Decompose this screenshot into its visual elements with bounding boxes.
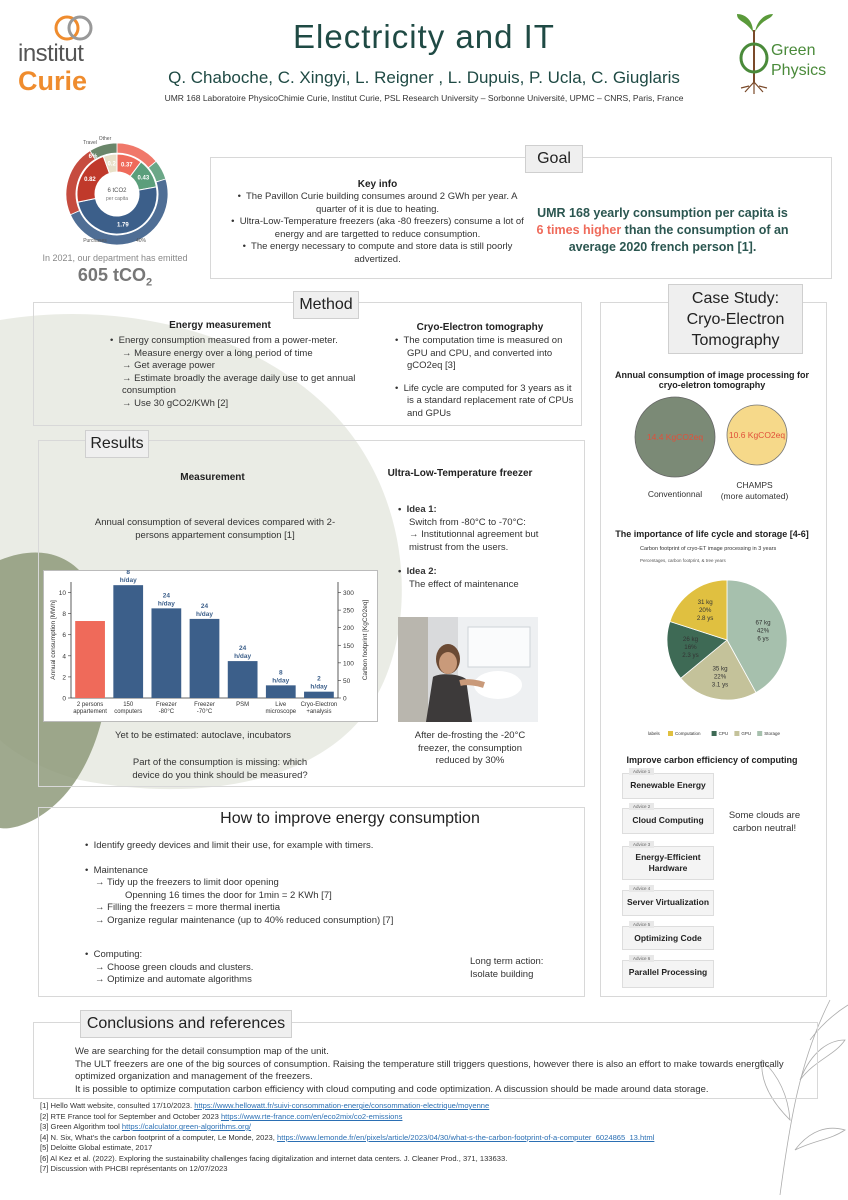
y-tick-label: 8: [62, 611, 66, 619]
improve-item-1: • Identify greedy devices and limit their use, for example with timers.: [85, 840, 374, 851]
pie-legend-label: CPU: [718, 731, 729, 736]
cryo-method-text: • The computation time is measured on GPU and CPU, and converted into gCO2eq [3] • Life cycle are computed for 3 years as it is a standard replacement rate of CPUs and GPUs: [395, 335, 574, 419]
key-info-1: • The Pavillon Curie building consumes around 2 GWh per year. A quarter of it is due to heating.: [237, 191, 518, 215]
bar-label: 2: [317, 675, 321, 683]
advice-number: Advice 6: [629, 955, 654, 962]
y-tick-label: 2: [62, 674, 66, 682]
emissions-total: [30, 265, 200, 289]
missing-consumption: Part of the consumption is missing: which device do you think should be measured?: [132, 757, 308, 781]
advice-card: [622, 922, 714, 950]
bar: [190, 619, 220, 698]
donut-segment-label: 0.37: [120, 162, 133, 169]
emissions-total-sub: 2: [145, 276, 153, 289]
pie-legend-label: GPU: [741, 731, 752, 736]
poster-title: Electricity and IT: [293, 18, 555, 55]
reference-item: [2] RTE France tool for September and October 2023 https://www.rte-france.com/en/eco2mix/co2-emissions: [40, 1111, 403, 1121]
x-tick-label: 150: [123, 702, 134, 708]
donut-outer-label: Other: [98, 136, 112, 142]
y-right-tick-label: 50: [343, 677, 351, 685]
improve-computing: • Computing:: [85, 949, 143, 960]
bar: [304, 692, 334, 698]
pie-label: 20%: [698, 606, 712, 614]
key-info-2: • Ultra-Low-Temperature freezers (aka -80 freezers) consume a lot of energy and are targetted to reduce consumption.: [231, 216, 524, 240]
pie-label: 35 kg: [712, 665, 728, 673]
donut-center-caption: per capita: [106, 196, 128, 202]
advice-card: [622, 842, 714, 880]
consumption-bar-chart: [43, 570, 378, 722]
advice-card: [622, 769, 714, 799]
pie-label: 3.1 ys: [711, 681, 729, 689]
pie-legend-swatch: [757, 731, 762, 736]
reference-link[interactable]: https://www.lemonde.fr/en/pixels/article/2023/04/30/what-s-the-carbon-footprint-of-a-computer_6024865_13.html: [277, 1132, 655, 1142]
pie-label: 67 kg: [755, 619, 771, 627]
donut-pct-label: 6%: [88, 154, 98, 160]
bar-label: 8: [278, 669, 283, 677]
pie-subtitle: Percentages, carbon footprint, & tree years: [640, 558, 726, 563]
clouds-note: Some clouds are carbon neutral!: [728, 810, 801, 834]
ult-freezer-title: Ultra-Low-Temperature freezer: [387, 468, 533, 479]
x-tick-label: 2 persons: [76, 702, 104, 708]
bar: [151, 608, 181, 698]
photo-caption: After de-frosting the -20°C freezer, the consumption reduced by 30%: [414, 730, 526, 766]
bar: [228, 661, 258, 698]
freezer-photo: [398, 617, 538, 722]
advice-label: Cloud Computing: [632, 815, 704, 825]
y-right-tick-label: 100: [343, 660, 354, 668]
reference-item: [7] Discussion with PHCBI représentants on 12/07/2023: [40, 1164, 228, 1173]
goal-highlight: 6 times higher: [536, 223, 622, 237]
advice-label: Parallel Processing: [628, 967, 708, 977]
reference-item: [1] Hello Watt website, consulted 17/10/2023. https://www.hellowatt.fr/suivi-consommation-energie/consommation-electrique/moyenne: [40, 1101, 490, 1110]
green-physics-logo: [735, 12, 840, 94]
goal-heading: Goal: [525, 145, 583, 173]
y-tick-label: 10: [58, 590, 66, 598]
logo-institut-text: institut: [18, 40, 84, 67]
x-tick-label: microscope: [265, 709, 297, 715]
pie-label: 2.3 ys: [682, 651, 699, 659]
advice-card: [622, 956, 714, 988]
pie-label: 2.8 ys: [696, 614, 714, 622]
lifecycle-pie-chart: [640, 568, 820, 743]
lifecycle-title: The importance of life cycle and storage [4-6]: [615, 529, 809, 539]
pie-legend-swatch: [712, 731, 717, 736]
bar-label: h/day: [119, 577, 137, 585]
y-right-tick-label: 0: [343, 695, 347, 703]
advice-number: Advice 2: [629, 803, 654, 810]
institut-curie-logo: [18, 14, 108, 94]
circle2-label: CHAMPS (more automated): [720, 480, 789, 501]
reference-item: [5] Deloitte Global estimate, 2017: [40, 1143, 153, 1152]
reference-item: [3] Green Algorithm tool https://calculator.green-algorithms.org/: [40, 1122, 252, 1131]
key-info-list: [230, 191, 525, 266]
donut-outer-label: Purchases: [83, 238, 107, 244]
conclusions-heading: Conclusions and references: [80, 1010, 292, 1038]
reference-link[interactable]: https://www.hellowatt.fr/suivi-consommation-energie/consommation-electrique/moyenne: [194, 1101, 490, 1110]
references-list: [40, 1101, 800, 1175]
energy-measurement-title: Energy measurement: [169, 320, 271, 331]
case-study-heading: Case Study: Cryo-Electron Tomography: [668, 284, 803, 354]
logo-physics-text: Physics: [771, 62, 827, 79]
curie-rings-icon: [52, 14, 96, 42]
advice-number: Advice 4: [629, 885, 654, 892]
x-tick-label: Live: [275, 702, 287, 708]
pie-title: Carbon footprint of cryo-ET image processing in 3 years: [640, 546, 777, 552]
bar-label: h/day: [157, 600, 175, 608]
bar-label: h/day: [310, 683, 328, 691]
goal-statement: UMR 168 yearly consumption per capita is 6 times higher than the consumption of an average 2020 french person [1].: [536, 206, 789, 254]
y-right-tick-label: 200: [343, 625, 354, 633]
pie-legend-label: Storage: [764, 731, 780, 736]
measurement-text: Annual consumption of several devices compared with 2-persons appartement consumption [1]: [94, 517, 336, 541]
advice-card: [622, 804, 714, 834]
energy-measurement-text: • Energy consumption measured from a power-meter. → Measure energy over a long period of time → Get average power → Estimate broadly the average daily use to get annual consumption → Use 30 gCO2/KWh [2]: [110, 335, 356, 409]
donut-outer-label: 40%: [135, 238, 147, 244]
cryo-method-title: Cryo-Electron tomography: [416, 322, 544, 333]
advice-label: Energy-Efficient Hardware: [635, 852, 701, 873]
conclusions-text: We are searching for the detail consumption map of the unit. The ULT freezers are one of the big sources of consumption. Raising the temperature still triggers questions, however there is also an effort to make towards energtically optimized organization and management of the freezers. It is possible to optimize computation carbon efficiency with cloud computing and code optimization. A discussion should be made around data storage.: [75, 1046, 784, 1095]
x-tick-label: Freezer: [156, 702, 177, 708]
advice-label: Optimizing Code: [634, 933, 702, 943]
key-info-3: • The energy necessary to compute and store data is still poorly advertized.: [242, 241, 513, 265]
y-axis-right-label: Carbon footprint [KgCO2eq]: [362, 599, 369, 681]
long-term-action: Long term action: Isolate building: [470, 956, 544, 980]
idea1-title: • Idea 1:: [398, 504, 437, 515]
poster-authors: Q. Chaboche, C. Xingyi, L. Reigner , L. Dupuis, P. Ucla, C. Giuglaris: [168, 68, 680, 87]
y-tick-label: 6: [62, 632, 66, 640]
pie-label: 26 kg: [682, 635, 699, 643]
x-tick-label: Freezer: [194, 702, 215, 708]
reference-item: [4] N. Six, What's the carbon footprint of a computer, Le Monde, 2023, https://www.lemonde.fr/en/pixels/article/2023/04/30/what-s-the-carbon-footprint-of-a-computer_6024865_13.html: [40, 1132, 655, 1142]
bar: [266, 685, 296, 698]
bar-label: 24: [200, 602, 209, 610]
method-heading: Method: [293, 291, 359, 319]
y-tick-label: 0: [62, 695, 66, 703]
advice-number: Advice 1: [629, 768, 654, 775]
logo-curie-text: Curie: [18, 66, 88, 96]
donut-segment-label: 0.82: [84, 176, 96, 183]
idea2-title: • Idea 2:: [398, 566, 437, 577]
circle1-label: Conventionnal: [647, 489, 703, 499]
emissions-caption: In 2021, our department has emitted: [42, 253, 188, 263]
pie-legend-label: Computation: [675, 731, 701, 736]
bar-label: h/day: [272, 677, 290, 685]
y-right-tick-label: 250: [343, 607, 354, 615]
bar-label: 24: [162, 592, 170, 600]
donut-segment-label: 1.79: [117, 222, 129, 229]
results-heading: Results: [85, 430, 149, 458]
y-axis-label: Annual consumption [MWh]: [50, 600, 57, 680]
reference-item: [6] Al Kez et al. (2022). Exploring the sustainability challenges facing digitalization and internet data centers. J. Cleaner Prod., 371, 133633.: [40, 1153, 508, 1163]
advice-number: Advice 5: [629, 921, 654, 928]
pie-legend-title: labels: [648, 731, 660, 736]
logo-green-text: Green: [771, 42, 816, 59]
bar-label: 24: [239, 645, 247, 653]
y-right-tick-label: 150: [343, 642, 354, 650]
x-tick-label: computers: [114, 709, 143, 715]
bar-label: 8: [126, 570, 131, 577]
x-tick-label: +analysis: [306, 709, 332, 715]
circle1-value: 14.4 KgCO2eq: [646, 432, 704, 442]
donut-outer-label: Travel: [83, 140, 97, 146]
x-tick-label: appartement: [73, 709, 107, 715]
measurement-title: Measurement: [180, 472, 245, 483]
emissions-donut-chart: [55, 130, 175, 255]
advice-card: [622, 886, 714, 916]
pie-label: 6 ys: [757, 635, 769, 643]
poster-affiliation: UMR 168 Laboratoire PhysicoChimie Curie, Institut Curie, PSL Research University – Sorbonne Université, UPMC – CNRS, Paris, France: [164, 93, 684, 103]
plant-phi-icon: [735, 12, 775, 94]
yet-to-be-estimated: Yet to be estimated: autoclave, incubators: [115, 730, 292, 741]
improve-heading: How to improve energy consumption: [220, 810, 480, 827]
x-tick-label: -70°C: [196, 709, 213, 715]
donut-segment-label: 0.43: [137, 175, 150, 182]
advice-label: Server Virtualization: [626, 897, 710, 907]
key-info-title: Key info: [357, 179, 398, 190]
y-right-tick-label: 300: [343, 590, 354, 598]
x-tick-label: PSM: [236, 702, 250, 708]
annual-cryo-title: Annual consumption of image processing for cryo-eletron tomography: [614, 370, 809, 390]
reference-link[interactable]: https://www.rte-france.com/en/eco2mix/co2-emissions: [220, 1111, 403, 1121]
pie-legend-swatch: [734, 731, 739, 736]
donut-segment-label: 0.2: [107, 161, 116, 168]
pie-label: 31 kg: [697, 598, 713, 606]
advice-number: Advice 3: [629, 841, 654, 848]
improve-text: • Identify greedy devices and limit their use, for example with timers. • Maintenance → Tidy up the freezers to limit door opening Openning 16 times the door for 1min = 2 KWh [7] → Filling the freezers = more thermal inertia → Organize regular maintenance (up to 40% reduced consumption) [7] • Computing: → Choose green clouds and clusters. → Optimize and automate algorithms: [85, 840, 465, 987]
donut-center-value: 6 tCO2: [107, 188, 127, 194]
reference-link[interactable]: https://calculator.green-algorithms.org/: [121, 1122, 252, 1131]
bar-label: h/day: [234, 653, 252, 661]
improve-carbon-title: Improve carbon efficiency of computing: [626, 755, 798, 765]
x-tick-label: -80°C: [158, 709, 175, 715]
x-tick-label: Cryo-Electron: [300, 702, 338, 708]
bar-label: h/day: [196, 610, 213, 618]
idea-list: • Idea 1: Switch from -80°C to -70°C: → Institutionnal agreement but mistrust from the users. • Idea 2: The effect of maintenance: [398, 504, 568, 591]
pie-label: 22%: [713, 673, 727, 681]
y-tick-label: 4: [62, 653, 66, 661]
pie-legend-swatch: [668, 731, 673, 736]
pie-label: 16%: [684, 643, 697, 651]
advice-label: Renewable Energy: [630, 780, 706, 790]
bar: [113, 585, 143, 698]
emissions-total-value: 605 tCO: [77, 265, 146, 285]
improve-maintenance: • Maintenance: [85, 864, 149, 876]
circle2-value: 10.6 KgCO2eq: [728, 430, 786, 440]
bar: [75, 621, 105, 698]
pie-label: 42%: [756, 627, 770, 635]
